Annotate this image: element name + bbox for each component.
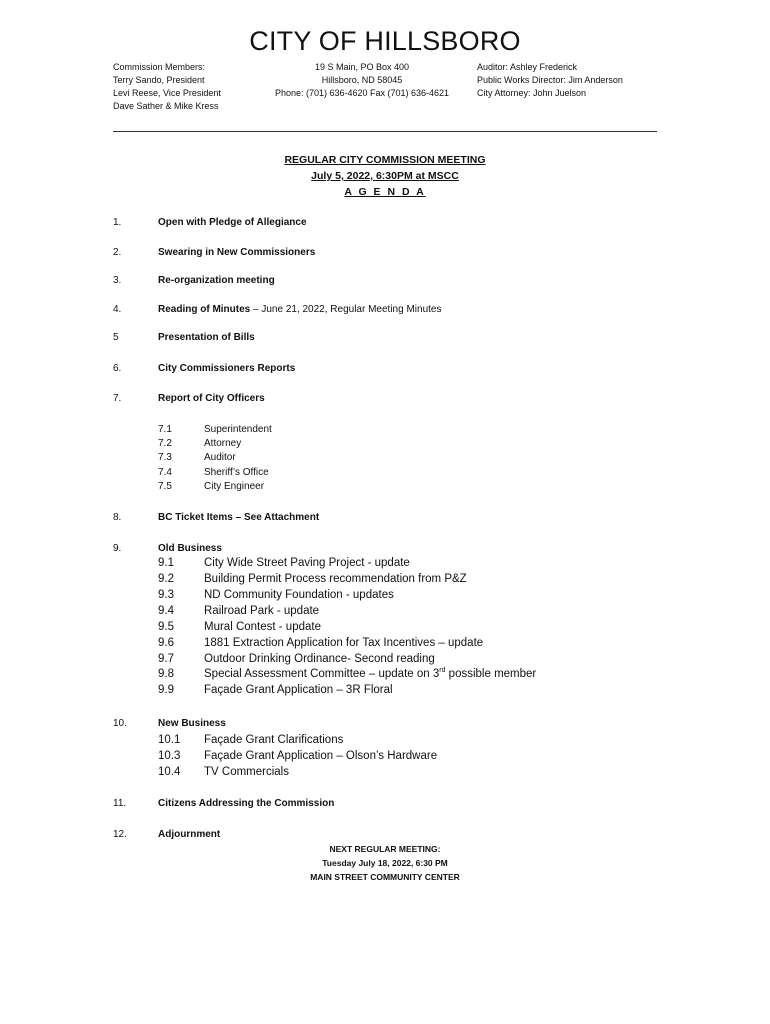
agenda-item-number: 11. [113,798,127,809]
agenda-item-number: 7. [113,393,122,404]
sub-item-number: 9.8 [158,668,174,680]
agenda-item-label: Presentation of Bills [158,332,255,343]
next-meeting-location: MAIN STREET COMMUNITY CENTER [310,872,460,882]
agenda-item-label: Open with Pledge of Allegiance [158,217,307,228]
sub-item-text [204,668,536,680]
agenda-item [0,718,770,734]
agenda-item-number: 12. [113,829,127,840]
header-right-line: Auditor: Ashley Frederick [477,62,578,72]
agenda-item-label: Report of City Officers [158,393,265,404]
agenda-item-label: Adjournment [158,829,221,840]
sub-item-text: Outdoor Drinking Ordinance- Second reading [204,653,435,665]
sub-item-number: 9.1 [158,557,174,569]
agenda-item [0,304,770,320]
city-title: CITY OF HILLSBORO [249,26,521,56]
meeting-date: July 5, 2022, 6:30PM at MSCC [311,170,459,182]
agenda-item-number: 5 [113,332,119,343]
sub-item-text: 1881 Extraction Application for Tax Incentives – update [204,637,484,649]
sub-item-number: 7.2 [158,438,172,449]
header-middle-line: Phone: (701) 636-4620 Fax (701) 636-4621 [274,88,450,98]
sub-item-text: ND Community Foundation - updates [204,589,394,601]
header-left-line: Dave Sather & Mike Kress [113,101,219,111]
header-left-line: Commission Members: [113,62,206,72]
sub-item-number: 7.1 [158,424,172,435]
agenda-item-number: 6. [113,363,122,374]
agenda-item-number: 8. [113,512,122,523]
next-meeting-heading: NEXT REGULAR MEETING: [329,844,441,854]
meeting-title: REGULAR CITY COMMISSION MEETING [284,154,486,166]
ordinal-suffix: rd [439,667,446,675]
agenda-label: A G E N D A [344,186,426,198]
sub-item-text-main: Special Assessment Committee – update on 3 [204,668,440,680]
agenda-item [0,512,770,528]
sub-item-text: Sheriff’s Office [204,467,269,478]
sub-item-number: 9.4 [158,605,174,617]
agenda-item-label [158,304,441,315]
sub-item-number: 10.1 [158,734,181,746]
sub-item-text: City Engineer [204,481,265,492]
sub-item-number: 9.3 [158,589,174,601]
agenda-item [0,217,770,233]
agenda-item [0,363,770,379]
sub-item-text: City Wide Street Paving Project - update [204,557,410,569]
sub-item-text: Façade Grant Application – 3R Floral [204,684,393,696]
agenda-item [0,247,770,263]
agenda-item [0,332,770,348]
sub-item-number: 9.7 [158,653,174,665]
agenda-item-number: 2. [113,247,122,258]
sub-item-text-tail: possible member [445,668,537,680]
agenda-item [0,393,770,409]
sub-item-text: Railroad Park - update [204,605,320,617]
agenda-item-title: Reading of Minutes [158,304,251,315]
agenda-item-number: 3. [113,275,122,286]
sub-item-text: Building Permit Process recommendation from P&Z [204,573,467,585]
agenda-item-detail: – June 21, 2022, Regular Meeting Minutes [250,304,442,315]
header-middle-line: Hillsboro, ND 58045 [321,75,403,85]
header-right-line: City Attorney: John Juelson [477,88,587,98]
agenda-item-number: 9. [113,543,122,554]
next-meeting-notice [0,842,770,884]
sub-item-number: 9.9 [158,684,174,696]
next-meeting-date: Tuesday July 18, 2022, 6:30 PM [322,858,448,868]
sub-item-number: 9.2 [158,573,174,585]
agenda-item-number: 10. [113,718,127,729]
sub-item-number: 10.4 [158,766,181,778]
header-right-line: Public Works Director: Jim Anderson [477,75,623,85]
sub-item-number: 9.5 [158,621,174,633]
sub-item-number: 10.3 [158,750,181,762]
sub-item-text: Auditor [204,452,236,463]
agenda-item-label: Re-organization meeting [158,275,275,286]
sub-item-text: Façade Grant Clarifications [204,734,344,746]
agenda-item-label: New Business [158,718,226,729]
agenda-item-label: Swearing in New Commissioners [158,247,316,258]
sub-item-text: TV Commercials [204,766,289,778]
agenda-item [0,275,770,291]
sub-item-number: 7.4 [158,467,172,478]
sub-item-number: 7.3 [158,452,172,463]
header-middle-line: 19 S Main, PO Box 400 [314,62,410,72]
agenda-item-number: 1. [113,217,122,228]
agenda-item-number: 4. [113,304,122,315]
agenda-item-label: Old Business [158,543,222,554]
sub-item-text: Attorney [204,438,242,449]
agenda-item [0,798,770,814]
sub-item-text: Façade Grant Application – Olson’s Hardware [204,750,438,762]
header-left-line: Levi Reese, Vice President [113,88,221,98]
agenda-item-label: BC Ticket Items – See Attachment [158,512,320,523]
sub-item-number: 9.6 [158,637,174,649]
sub-item-text: Mural Contest - update [204,621,321,633]
header-left-line: Terry Sando, President [113,75,205,85]
sub-item-number: 7.5 [158,481,172,492]
agenda-item-label: Citizens Addressing the Commission [158,798,335,809]
agenda-item-label: City Commissioners Reports [158,363,296,374]
sub-item-text: Superintendent [204,424,272,435]
